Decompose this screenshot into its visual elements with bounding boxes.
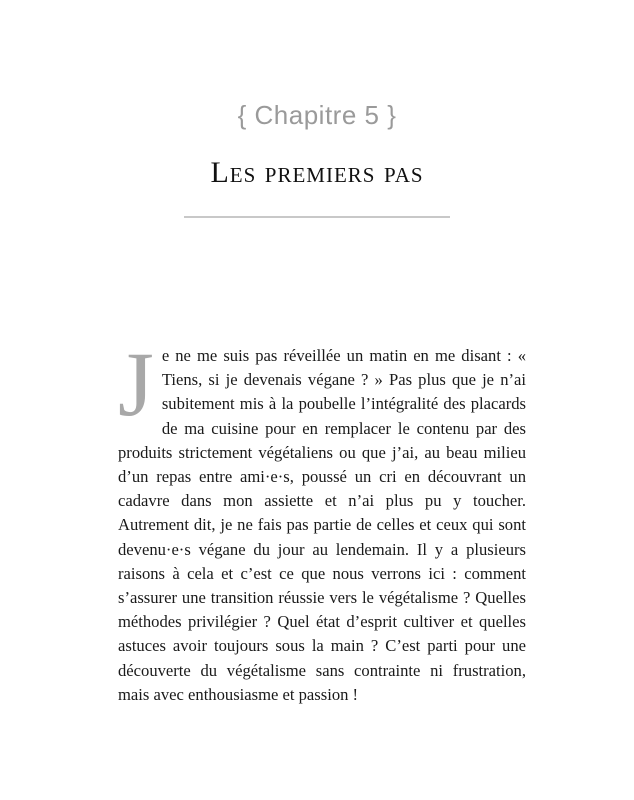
chapter-opening-paragraph [118,333,526,707]
chapter-number: { Chapitre 5 } [237,100,397,130]
title-divider [184,216,450,218]
chapter-title: Les premiers pas [210,156,424,189]
paragraph-text: e ne me suis pas réveillée un matin en me disant : « Tiens, si je devenais végane ? » Pas plus que je n’ai subitement mis à la poubelle l’intégralité des placards de ma cuisine pour en remplacer le contenu par des produits strictement végétaliens ou que j’ai, au beau milieu d’un repas entre ami·e·s, poussé un cri en découvrant un cadavre dans mon assiette et n’ai plus pu y toucher. Autrement dit, je ne fais pas partie de celles et ceux qui sont devenu·e·s végane du jour au lendemain. Il y a plusieurs raisons à cela et c’est ce que nous verrons ici : comment s’assurer une transition réussie vers le végétalisme ? Quelles méthodes privilégier ? Quel état d’esprit cultiver et quelles astuces avoir toujours sous la main ? C’est parti pour une découverte du végétalisme sans contrainte ni frustration, mais avec enthousiasme et passion ! [118,346,526,704]
drop-cap: J [118,333,154,435]
